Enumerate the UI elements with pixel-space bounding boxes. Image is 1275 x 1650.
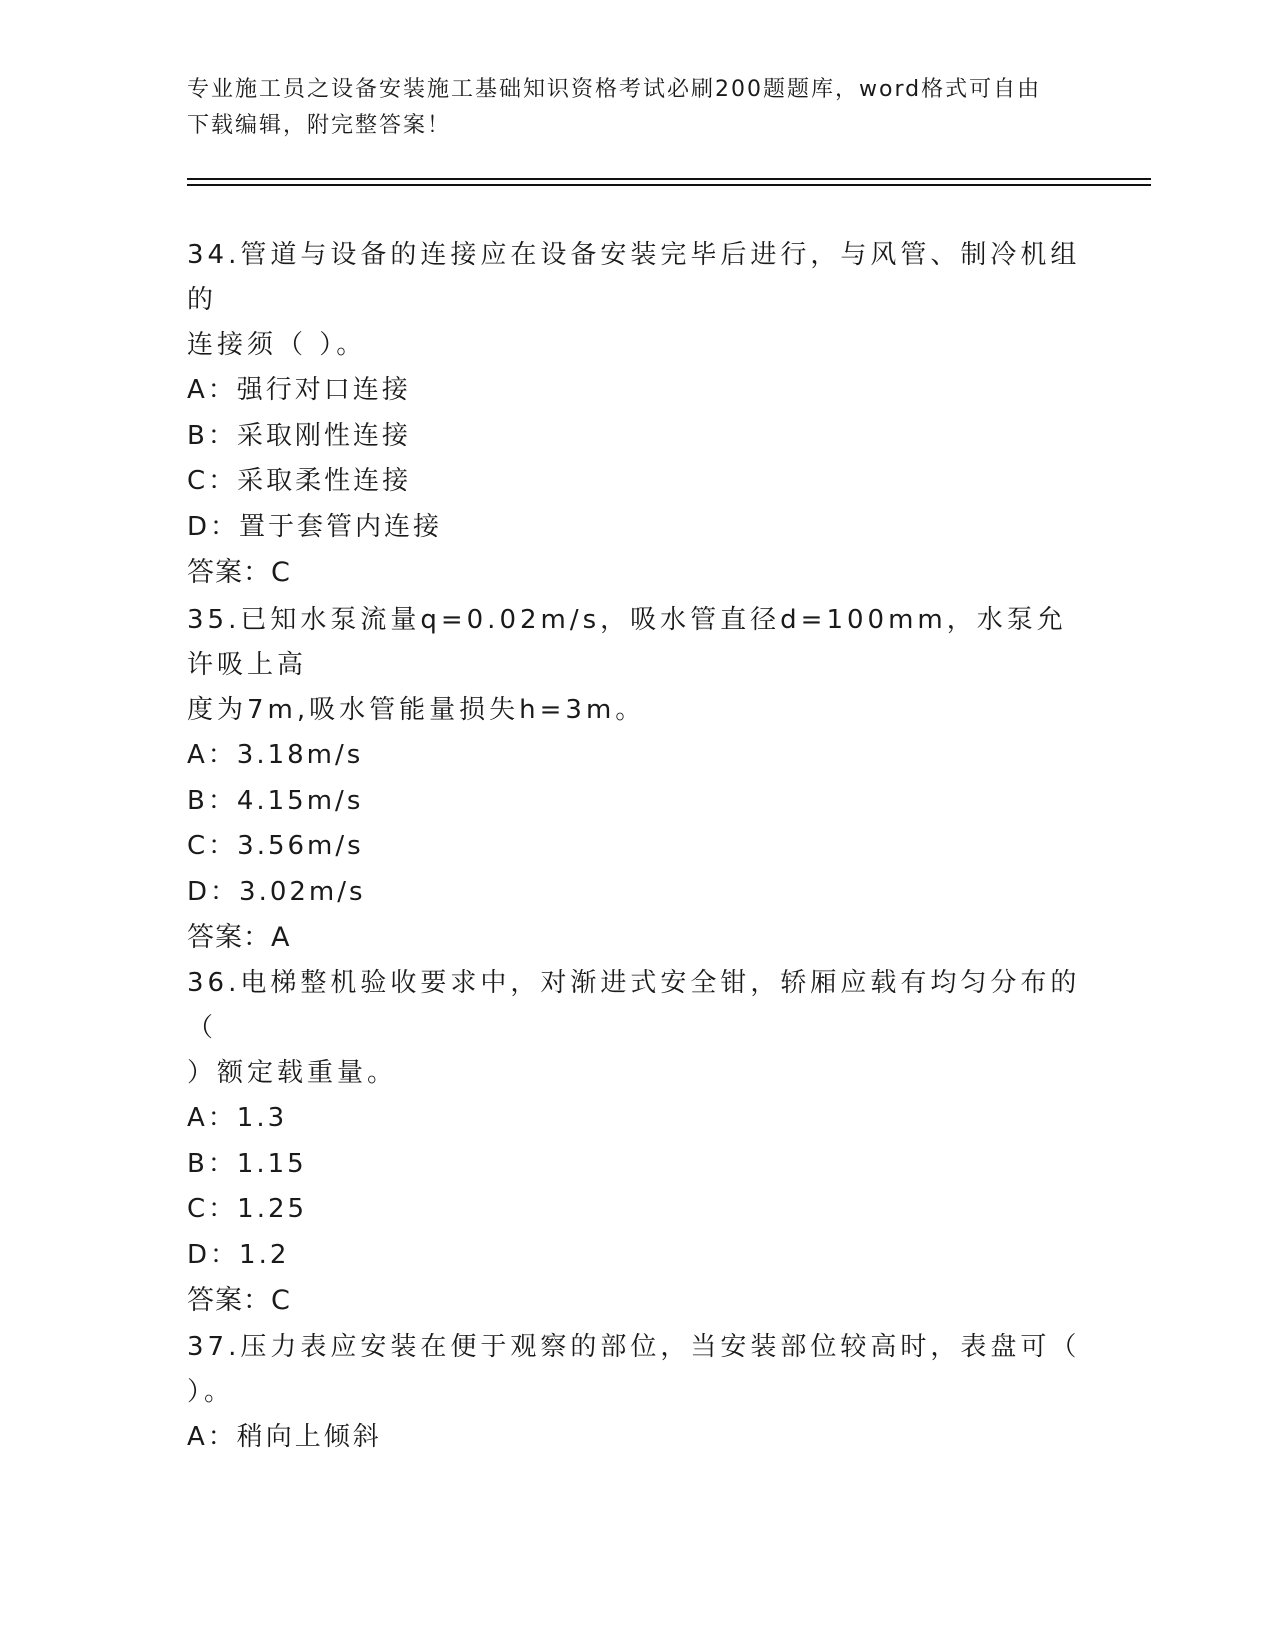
question-34 — [187, 233, 1087, 595]
question-stem: 34.管道与设备的连接应在设备安装完毕后进行，与风管、制冷机组的 — [187, 240, 1081, 315]
question-stem: 35.已知水泵流量q=0.02m/s，吸水管直径d=100mm，水泵允许吸上高 — [187, 605, 1067, 680]
option-a: A：稍向上倾斜 — [187, 1422, 382, 1452]
answer-line: 答案：C — [187, 1285, 291, 1316]
option-c: C：1.25 — [187, 1194, 308, 1224]
document-header — [187, 72, 1087, 144]
option-a: A：3.18m/s — [187, 740, 364, 770]
question-stem: 37.压力表应安装在便于观察的部位，当安装部位较高时，表盘可（ — [187, 1332, 1081, 1362]
question-stem-continued: 连接须（ ）。 — [187, 330, 367, 360]
question-stem: 36.电梯整机验收要求中，对渐进式安全钳，轿厢应载有均匀分布的（ — [187, 968, 1081, 1043]
option-c: C：采取柔性连接 — [187, 466, 412, 496]
header-line-2: 下载编辑，附完整答案！ — [187, 113, 452, 138]
answer-line: 答案：C — [187, 557, 291, 588]
header-divider-top — [187, 178, 1151, 180]
question-stem-continued: ）额定载重量。 — [187, 1058, 398, 1088]
option-b: B：采取刚性连接 — [187, 420, 411, 451]
answer-line: 答案：A — [187, 922, 291, 953]
question-37 — [187, 1325, 1087, 1461]
option-b: B：1.15 — [187, 1148, 307, 1179]
option-d: D：置于套管内连接 — [187, 511, 443, 542]
option-c: C：3.56m/s — [187, 831, 364, 861]
option-a: A：1.3 — [187, 1103, 288, 1133]
option-d: D：3.02m/s — [187, 876, 366, 907]
question-35 — [187, 598, 1087, 960]
header-divider-bottom — [187, 184, 1151, 186]
option-b: B：4.15m/s — [187, 785, 364, 816]
question-stem-continued: ）。 — [187, 1377, 235, 1407]
question-36 — [187, 961, 1087, 1323]
header-line-1: 专业施工员之设备安装施工基础知识资格考试必刷200题题库，word格式可自由 — [187, 77, 1042, 102]
option-a: A：强行对口连接 — [187, 375, 411, 405]
question-stem-continued: 度为7m,吸水管能量损失h=3m。 — [187, 695, 646, 725]
option-d: D：1.2 — [187, 1239, 290, 1270]
